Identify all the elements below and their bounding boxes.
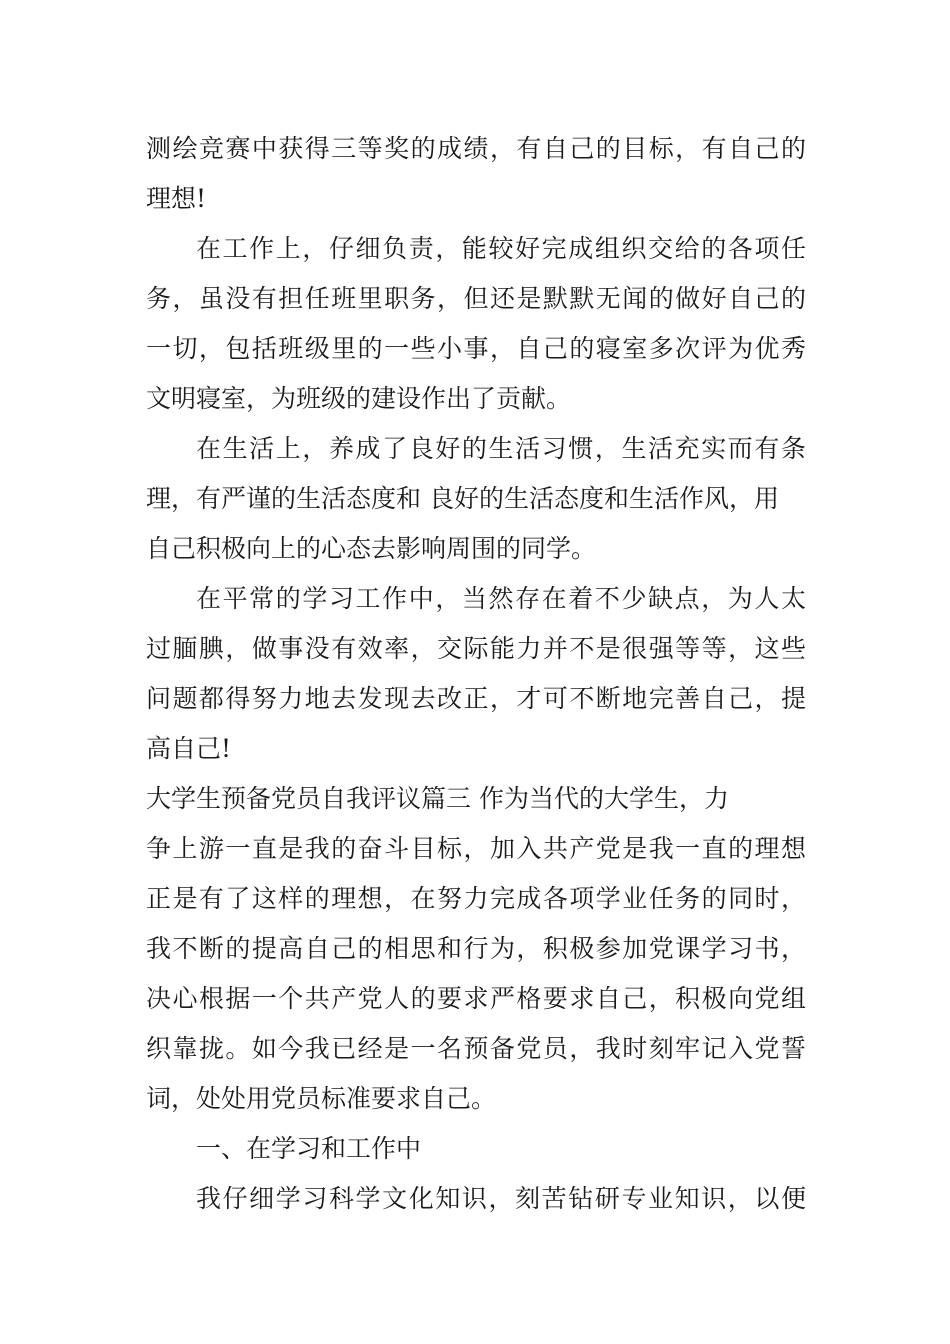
text-line: 在工作上，仔细负责，能较好完成组织交给的各项任 <box>196 234 806 263</box>
text-line: 自己积极向上的心态去影响周围的同学。 <box>146 534 597 563</box>
text-line: 织靠拢。如今我已经是一名预备党员，我时刻牢记入党誓 <box>146 1034 806 1063</box>
text-line: 正是有了这样的理想，在努力完成各项学业任务的同时， <box>146 884 806 913</box>
text-line: 务，虽没有担任班里职务，但还是默默无闻的做好自己的 <box>146 284 806 313</box>
text-line: 理想! <box>146 184 207 213</box>
text-line: 问题都得努力地去发现去改正，才可不断地完善自己，提 <box>146 684 806 713</box>
text-line: 词，处处用党员标准要求自己。 <box>146 1084 497 1113</box>
section-heading-line: 大学生预备党员自我评议篇三 作为当代的大学生，力 <box>146 784 729 813</box>
text-line: 测绘竞赛中获得三等奖的成绩，有自己的目标，有自己的 <box>146 134 806 163</box>
text-line: 高自己! <box>146 734 232 763</box>
text-line: 争上游一直是我的奋斗目标，加入共产党是我一直的理想 <box>146 834 806 863</box>
text-line: 在生活上，养成了良好的生活习惯，生活充实而有条 <box>196 434 806 463</box>
subheading-line: 一、在学习和工作中 <box>196 1134 422 1163</box>
text-line: 文明寝室，为班级的建设作出了贡献。 <box>146 384 572 413</box>
text-line: 在平常的学习工作中，当然存在着不少缺点，为人太 <box>196 584 806 613</box>
text-line: 理，有严谨的生活态度和 良好的生活态度和生活作风，用 <box>146 484 779 513</box>
text-line: 决心根据一个共产党人的要求严格要求自己，积极向党组 <box>146 984 806 1013</box>
text-line: 我仔细学习科学文化知识，刻苦钻研专业知识，以便 <box>196 1184 806 1213</box>
text-line: 一切，包括班级里的一些小事，自己的寝室多次评为优秀 <box>146 334 806 363</box>
text-line: 过腼腆，做事没有效率，交际能力并不是很强等等，这些 <box>146 634 806 663</box>
text-line: 我不断的提高自己的相思和行为，积极参加党课学习书， <box>146 934 806 963</box>
